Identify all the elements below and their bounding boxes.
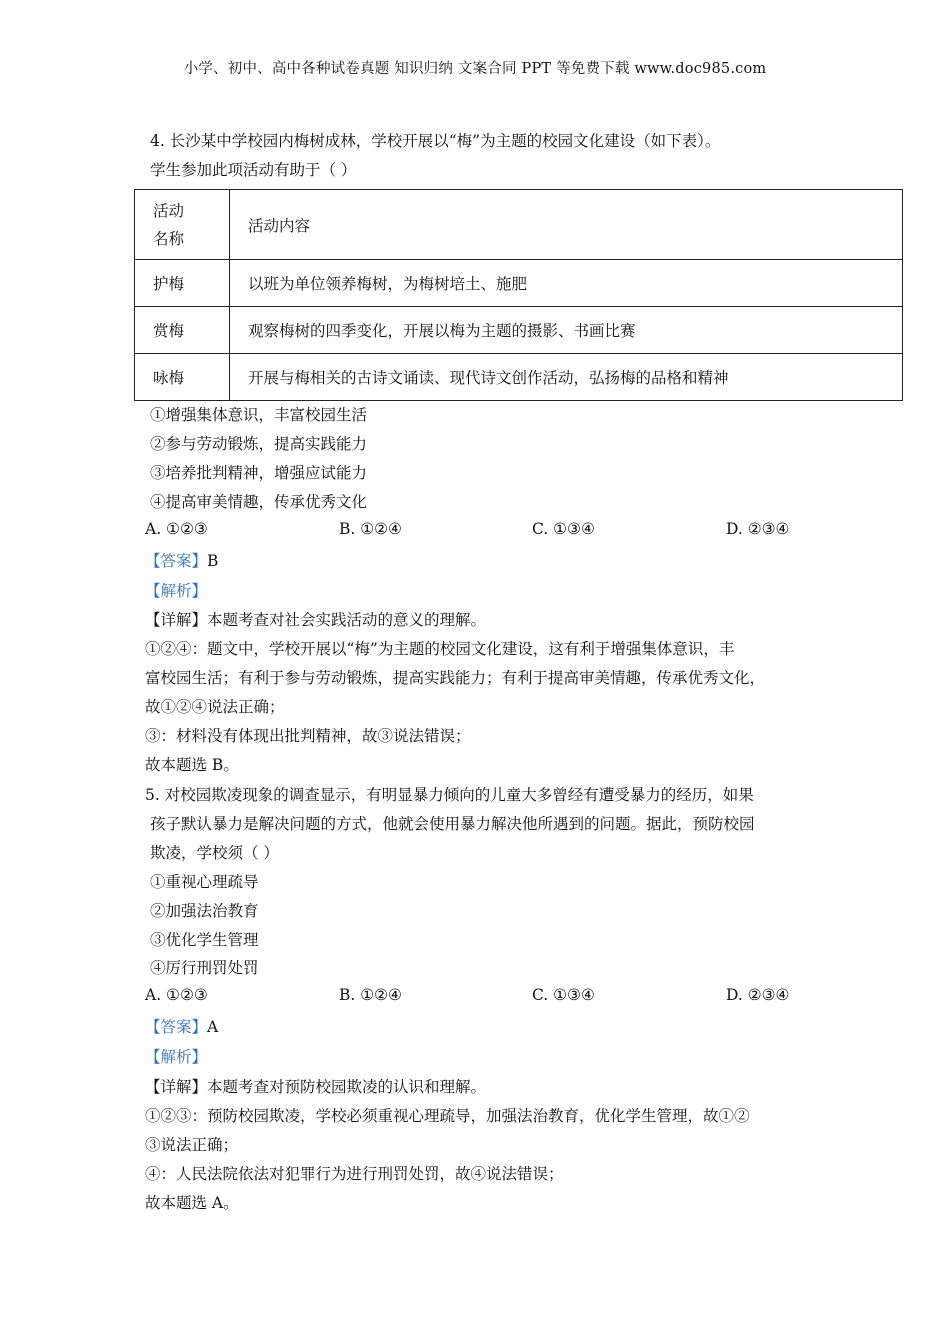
q4-detail-line-6: 故本题选 B。 <box>145 756 239 774</box>
activity-name: 护梅 <box>135 260 230 307</box>
q4-item-4: ④提高审美情趣，传承优秀文化 <box>150 493 368 511</box>
activity-content: 以班为单位领养梅树，为梅树培土、施肥 <box>230 260 903 307</box>
page-header: 小学、初中、高中各种试卷真题 知识归纳 文案合同 PPT 等免费下载 www.doc985.com <box>183 61 767 77</box>
q4-detail-line-2: ①②④：题文中，学校开展以“梅”为主题的校园文化建设，这有利于增强集体意识，丰 <box>145 640 735 658</box>
table-row <box>135 260 903 307</box>
q4-analysis-tag: 【解析】 <box>145 582 208 600</box>
detail-text: 本题考查对预防校园欺凌的认识和理解。 <box>207 1078 487 1096</box>
q4-item-3: ③培养批判精神，增强应试能力 <box>150 464 368 482</box>
q5-answer <box>145 1016 218 1038</box>
table-row <box>135 354 903 401</box>
q4-detail-line-5: ③：材料没有体现出批判精神，故③说法错误； <box>145 727 471 745</box>
detail-tag: 【详解】 <box>145 1078 208 1096</box>
q5-detail-line-4: ④：人民法院依法对犯罪行为进行刑罚处罚，故④说法错误； <box>145 1165 564 1183</box>
table-header-row <box>135 190 903 260</box>
activity-content: 开展与梅相关的古诗文诵读、现代诗文创作活动，弘扬梅的品格和精神 <box>230 354 903 401</box>
activity-name: 赏梅 <box>135 307 230 354</box>
header-name-line-2: 名称 <box>153 229 185 248</box>
q5-option-a: A. ①②③ <box>145 986 208 1004</box>
q5-item-3: ③优化学生管理 <box>150 931 259 949</box>
answer-value: A <box>207 1018 219 1036</box>
q4-detail-line-3: 富校园生活；有利于参与劳动锻炼，提高实践能力；有利于提高审美情趣，传承优秀文化， <box>145 669 766 687</box>
answer-tag: 【答案】 <box>145 1018 208 1036</box>
q4-option-b: B. ①②④ <box>339 520 402 538</box>
q4-option-a: A. ①②③ <box>145 520 208 538</box>
q5-detail-line-1 <box>145 1076 486 1098</box>
table-header-name <box>135 190 230 260</box>
q4-item-1: ①增强集体意识，丰富校园生活 <box>150 406 368 424</box>
q5-stem-line-3: 欺凌，学校须（ ） <box>150 844 279 862</box>
q4-option-c: C. ①③④ <box>532 520 595 538</box>
q4-stem-line-1: 4. 长沙某中学校园内梅树成林，学校开展以“梅”为主题的校园文化建设（如下表）。 <box>150 132 721 150</box>
q5-detail-line-5: 故本题选 A。 <box>145 1194 239 1212</box>
q4-item-2: ②参与劳动锻炼，提高实践能力 <box>150 435 368 453</box>
q5-stem-line-1: 5. 对校园欺凌现象的调查显示，有明显暴力倾向的儿童大多曾经有遭受暴力的经历，如果 <box>145 786 754 804</box>
activity-table <box>134 189 903 401</box>
detail-text: 本题考查对社会实践活动的意义的理解。 <box>207 611 487 629</box>
q4-detail-line-1 <box>145 609 486 631</box>
activity-content: 观察梅树的四季变化，开展以梅为主题的摄影、书画比赛 <box>230 307 903 354</box>
q5-analysis-tag: 【解析】 <box>145 1048 208 1066</box>
q4-stem-line-2: 学生参加此项活动有助于（ ） <box>150 161 357 179</box>
q5-option-d: D. ②③④ <box>726 986 790 1004</box>
answer-value: B <box>207 552 219 570</box>
q5-item-2: ②加强法治教育 <box>150 902 259 920</box>
q5-option-b: B. ①②④ <box>339 986 402 1004</box>
table-header-content: 活动内容 <box>230 190 903 260</box>
q5-detail-line-2: ①②③：预防校园欺凌，学校必须重视心理疏导，加强法治教育，优化学生管理，故①② <box>145 1107 750 1125</box>
q5-detail-line-3: ③说法正确； <box>145 1136 239 1154</box>
q4-option-d: D. ②③④ <box>726 520 790 538</box>
q4-detail-line-4: 故①②④说法正确； <box>145 698 285 716</box>
header-name-line-1: 活动 <box>153 201 185 220</box>
q5-item-4: ④厉行刑罚处罚 <box>150 959 259 977</box>
detail-tag: 【详解】 <box>145 611 208 629</box>
table-row <box>135 307 903 354</box>
q5-option-c: C. ①③④ <box>532 986 595 1004</box>
q4-answer <box>145 550 218 572</box>
answer-tag: 【答案】 <box>145 552 208 570</box>
q5-item-1: ①重视心理疏导 <box>150 873 259 891</box>
activity-name: 咏梅 <box>135 354 230 401</box>
q5-stem-line-2: 孩子默认暴力是解决问题的方式，他就会使用暴力解决他所遇到的问题。据此，预防校园 <box>150 815 755 833</box>
